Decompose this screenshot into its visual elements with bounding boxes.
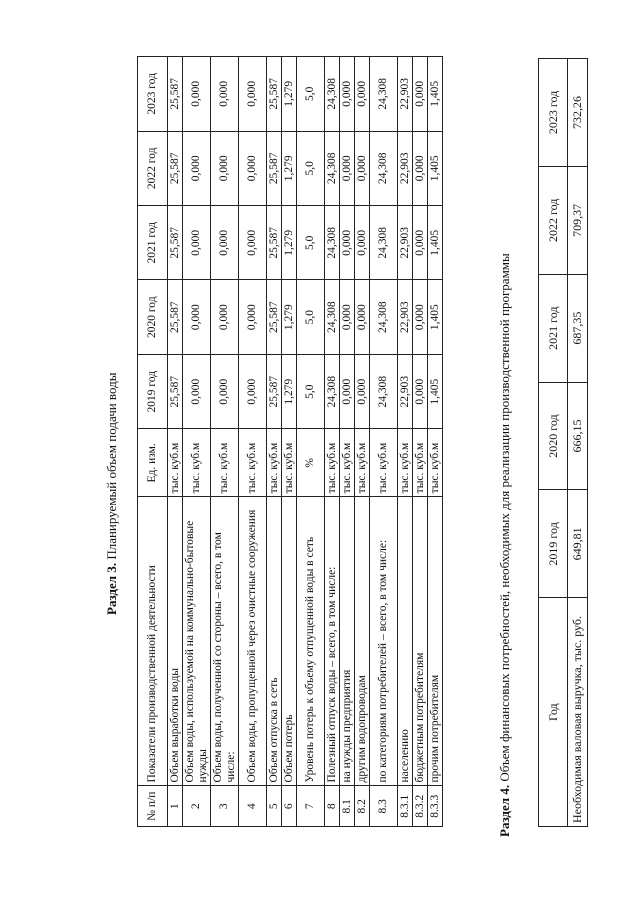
value-cell: 25,587 xyxy=(168,57,183,132)
table-row xyxy=(267,57,282,827)
financial-needs-table xyxy=(538,58,588,827)
header-cell: 2023 год xyxy=(138,57,168,132)
indicator-name-cell: Уровень потерь к объему отпущенной воды в сеть xyxy=(297,497,325,786)
revenue-value-cell: 666,15 xyxy=(568,382,588,490)
value-cell: 25,587 xyxy=(168,206,183,280)
value-cell: 5,0 xyxy=(297,206,325,280)
header-cell: 2022 год xyxy=(138,131,168,205)
value-cell: 0,000 xyxy=(355,131,370,205)
unit-cell: тыс. куб.м xyxy=(183,429,211,497)
row-number-cell: 3 xyxy=(211,786,239,827)
row-number-cell: 8.2 xyxy=(355,786,370,827)
row-number-cell: 8.3.2 xyxy=(413,786,428,827)
unit-cell: тыс. куб.м xyxy=(370,429,398,497)
revenue-label-cell: Необходимая валовая выручка, тыс. руб. xyxy=(568,598,588,827)
value-cell: 0,000 xyxy=(211,131,239,205)
value-cell: 0,000 xyxy=(211,57,239,132)
value-cell: 25,587 xyxy=(267,206,282,280)
value-cell: 0,000 xyxy=(183,280,211,354)
section-3-title-bold: Раздел 3. xyxy=(104,562,119,615)
value-cell: 0,000 xyxy=(340,280,355,354)
value-cell: 0,000 xyxy=(413,280,428,354)
table-row xyxy=(340,57,355,827)
value-cell: 1,279 xyxy=(282,131,297,205)
value-cell: 1,279 xyxy=(282,57,297,132)
value-cell: 0,000 xyxy=(239,206,267,280)
table-row xyxy=(183,57,211,827)
value-cell: 0,000 xyxy=(340,131,355,205)
header-cell: 2022 год xyxy=(539,166,568,274)
value-cell: 0,000 xyxy=(413,354,428,428)
value-cell: 0,000 xyxy=(239,131,267,205)
unit-cell: тыс. куб.м xyxy=(340,429,355,497)
value-cell: 24,308 xyxy=(370,354,398,428)
indicator-name-cell: на нужды предприятия xyxy=(340,497,355,786)
value-cell: 0,000 xyxy=(239,280,267,354)
value-cell: 1,279 xyxy=(282,280,297,354)
unit-cell: тыс. куб.м xyxy=(428,429,443,497)
unit-cell: тыс. куб.м xyxy=(239,429,267,497)
value-cell: 0,000 xyxy=(211,280,239,354)
value-cell: 0,000 xyxy=(355,57,370,132)
value-cell: 5,0 xyxy=(297,57,325,132)
unit-cell: тыс. куб.м xyxy=(413,429,428,497)
header-cell: 2020 год xyxy=(539,382,568,490)
value-cell: 22,903 xyxy=(398,280,413,354)
indicator-name-cell: прочим потребителям xyxy=(428,497,443,786)
header-cell: Ед. изм. xyxy=(138,429,168,497)
header-cell: 2021 год xyxy=(138,206,168,280)
header-cell: 2023 год xyxy=(539,59,568,167)
value-cell: 25,587 xyxy=(267,57,282,132)
value-cell: 1,405 xyxy=(428,280,443,354)
table-row xyxy=(282,57,297,827)
value-cell: 0,000 xyxy=(211,354,239,428)
unit-cell: тыс. куб.м xyxy=(355,429,370,497)
value-cell: 24,308 xyxy=(370,131,398,205)
header-cell: 2020 год xyxy=(138,280,168,354)
table-row xyxy=(325,57,340,827)
section-3-title-text: Планируемый объем подачи воды xyxy=(104,372,119,563)
water-supply-table xyxy=(137,56,443,827)
value-cell: 0,000 xyxy=(355,354,370,428)
value-cell: 24,308 xyxy=(325,206,340,280)
revenue-value-cell: 649,81 xyxy=(568,490,588,598)
indicator-name-cell: населению xyxy=(398,497,413,786)
value-cell: 0,000 xyxy=(183,354,211,428)
header-cell: 2019 год xyxy=(138,354,168,428)
unit-cell: % xyxy=(297,429,325,497)
value-cell: 0,000 xyxy=(413,206,428,280)
header-cell: Показатели производственной деятельности xyxy=(138,497,168,786)
row-number-cell: 8.3 xyxy=(370,786,398,827)
value-cell: 5,0 xyxy=(297,354,325,428)
unit-cell: тыс. куб.м xyxy=(398,429,413,497)
table-row xyxy=(568,59,588,827)
value-cell: 22,903 xyxy=(398,131,413,205)
value-cell: 0,000 xyxy=(183,131,211,205)
value-cell: 24,308 xyxy=(370,206,398,280)
value-cell: 0,000 xyxy=(340,206,355,280)
indicator-name-cell: Объем воды, полученной со стороны – всего, в том числе: xyxy=(211,497,239,786)
value-cell: 0,000 xyxy=(183,206,211,280)
row-number-cell: 8.3.3 xyxy=(428,786,443,827)
table-header-row xyxy=(539,59,568,827)
indicator-name-cell: Объем отпуска в сеть xyxy=(267,497,282,786)
value-cell: 25,587 xyxy=(168,280,183,354)
value-cell: 1,279 xyxy=(282,354,297,428)
table-header-row xyxy=(138,57,168,827)
table-row xyxy=(370,57,398,827)
row-number-cell: 4 xyxy=(239,786,267,827)
unit-cell: тыс. куб.м xyxy=(168,429,183,497)
indicator-name-cell: бюджетным потребителям xyxy=(413,497,428,786)
value-cell: 1,405 xyxy=(428,354,443,428)
value-cell: 25,587 xyxy=(168,131,183,205)
revenue-value-cell: 709,37 xyxy=(568,166,588,274)
indicator-name-cell: Полезный отпуск воды – всего, в том числе: xyxy=(325,497,340,786)
table-row xyxy=(239,57,267,827)
value-cell: 24,308 xyxy=(370,57,398,132)
row-number-cell: 6 xyxy=(282,786,297,827)
value-cell: 24,308 xyxy=(325,57,340,132)
unit-cell: тыс. куб.м xyxy=(282,429,297,497)
table-row xyxy=(168,57,183,827)
table-row xyxy=(428,57,443,827)
value-cell: 25,587 xyxy=(168,354,183,428)
indicator-name-cell: по категориям потребителей – всего, в том числе: xyxy=(370,497,398,786)
value-cell: 24,308 xyxy=(325,131,340,205)
value-cell: 0,000 xyxy=(340,354,355,428)
table-row xyxy=(398,57,413,827)
row-number-cell: 2 xyxy=(183,786,211,827)
value-cell: 22,903 xyxy=(398,354,413,428)
value-cell: 0,000 xyxy=(183,57,211,132)
section-4-title-text: Объем финансовых потребностей, необходимых для реализации производственной программы xyxy=(497,253,512,785)
table-row xyxy=(297,57,325,827)
value-cell: 24,308 xyxy=(370,280,398,354)
value-cell: 0,000 xyxy=(211,206,239,280)
value-cell: 5,0 xyxy=(297,131,325,205)
header-cell: 2021 год xyxy=(539,274,568,382)
table-row xyxy=(211,57,239,827)
indicator-name-cell: Объем воды, используемой на коммунально-бытовые нужды xyxy=(183,497,211,786)
header-cell: № п/п xyxy=(138,786,168,827)
value-cell: 22,903 xyxy=(398,57,413,132)
row-number-cell: 5 xyxy=(267,786,282,827)
value-cell: 1,405 xyxy=(428,206,443,280)
indicator-name-cell: Объем воды, пропущенной через очистные сооружения xyxy=(239,497,267,786)
indicator-name-cell: Объем выработки воды xyxy=(168,497,183,786)
value-cell: 5,0 xyxy=(297,280,325,354)
value-cell: 0,000 xyxy=(239,57,267,132)
row-number-cell: 8 xyxy=(325,786,340,827)
row-number-cell: 1 xyxy=(168,786,183,827)
value-cell: 0,000 xyxy=(355,206,370,280)
value-cell: 24,308 xyxy=(325,354,340,428)
value-cell: 1,405 xyxy=(428,57,443,132)
table-row xyxy=(355,57,370,827)
value-cell: 1,279 xyxy=(282,206,297,280)
row-number-cell: 7 xyxy=(297,786,325,827)
unit-cell: тыс. куб.м xyxy=(267,429,282,497)
header-cell: Год xyxy=(539,598,568,827)
section-3-title xyxy=(104,195,120,615)
value-cell: 24,308 xyxy=(325,280,340,354)
unit-cell: тыс. куб.м xyxy=(211,429,239,497)
revenue-value-cell: 687,35 xyxy=(568,274,588,382)
value-cell: 0,000 xyxy=(413,57,428,132)
value-cell: 25,587 xyxy=(267,280,282,354)
indicator-name-cell: Объем потерь xyxy=(282,497,297,786)
value-cell: 0,000 xyxy=(239,354,267,428)
section-4-title-bold: Раздел 4. xyxy=(497,784,512,837)
header-cell: 2019 год xyxy=(539,490,568,598)
value-cell: 0,000 xyxy=(340,57,355,132)
value-cell: 0,000 xyxy=(413,131,428,205)
row-number-cell: 8.3.1 xyxy=(398,786,413,827)
revenue-value-cell: 732,26 xyxy=(568,59,588,167)
unit-cell: тыс. куб.м xyxy=(325,429,340,497)
value-cell: 25,587 xyxy=(267,354,282,428)
indicator-name-cell: другим водопроводам xyxy=(355,497,370,786)
section-4-title xyxy=(497,37,513,837)
value-cell: 0,000 xyxy=(355,280,370,354)
value-cell: 22,903 xyxy=(398,206,413,280)
value-cell: 1,405 xyxy=(428,131,443,205)
value-cell: 25,587 xyxy=(267,131,282,205)
row-number-cell: 8.1 xyxy=(340,786,355,827)
table-row xyxy=(413,57,428,827)
